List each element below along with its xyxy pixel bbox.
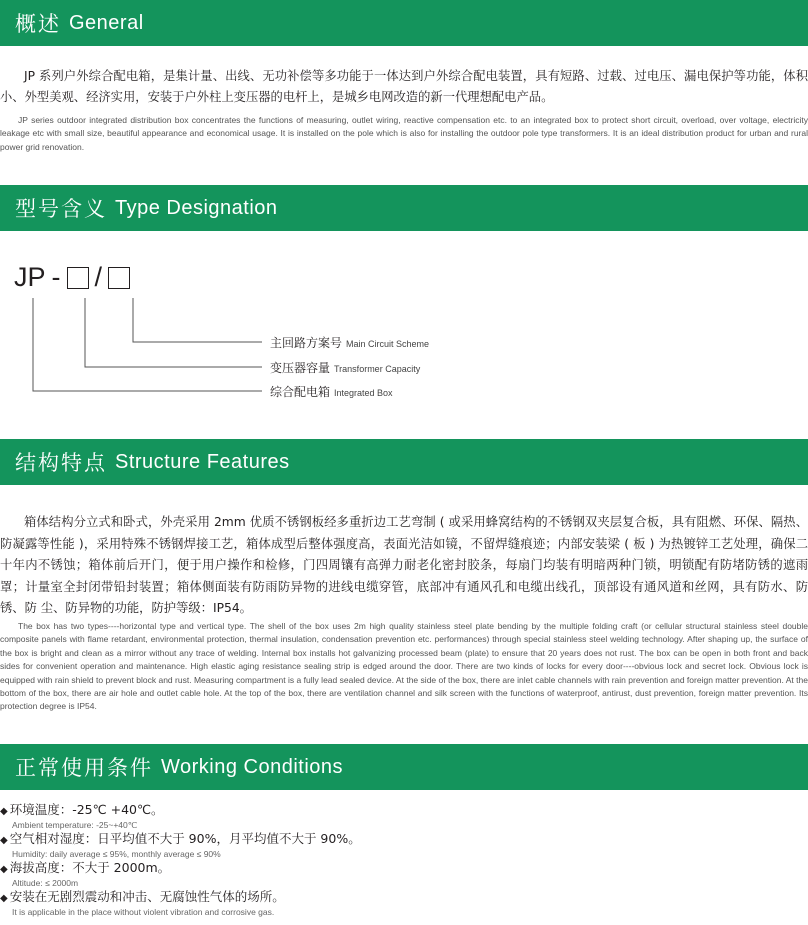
bullet-icon: ◆	[0, 835, 8, 846]
condition-item	[0, 889, 808, 918]
condition-item	[0, 831, 808, 860]
legend-transformer-capacity-zh: 变压器容量	[270, 361, 331, 375]
condition-altitude-en: Altitude: ≤ 2000m	[12, 878, 79, 888]
condition-installation-zh: 安装在无剧烈震动和冲击、无腐蚀性气体的场所。	[9, 889, 285, 904]
structure-title-zh: 结构特点	[15, 451, 107, 475]
leader-line-scheme	[133, 298, 262, 342]
general-text-zh: JP 系列户外综合配电箱，是集计量、出线、无功补偿等多功能于一体达到户外综合配电装置，具有短路、过载、过电压、漏电保护等功能，体积小、外型美观、经济实用，安装于户外柱上变压器的电杆上，是城乡电网改造的新一代理想配电产品。	[0, 69, 808, 104]
conditions-section-header	[0, 744, 808, 790]
legend-main-circuit	[270, 334, 429, 351]
leader-line-box	[33, 298, 262, 391]
legend-main-circuit-zh: 主回路方案号	[270, 336, 343, 350]
general-title-zh: 概述	[15, 12, 61, 36]
structure-title-en: Structure Features	[115, 450, 290, 473]
condition-item	[0, 860, 808, 889]
type-designation-title-en: Type Designation	[115, 196, 278, 219]
type-dash: -	[51, 262, 61, 292]
structure-text-en: The box has two types----horizontal type and vertical type. The shell of the box uses 2m high quality stainless steel plate bending by the multiple folding craft (or cellular structural stainless steel double composite panels with flame retardant, environmental protection, thermal insulation, condensation prevention etc. performances) through special stainless steel welding technology. After shaping up, the surface of the box is bright and clean as a mirror without any trace of welding. Internal box installs hot galvanizing processed beam (plate) to ensure that 20 years does not rust. The box can be open in both front and back sides for convenient operation and maintenance. High elastic aging resistance sealing strip is edged around the door. There are two kinds of locks for every door----obvious lock and secret lock. Obvious lock is equipped with rain shield to prevent block and rust. Measuring compartment is a fully lead sealed device. At the side of the box, there are inlet cable channels with rain prevention and foreign matter prevention. At the bottom of the box, there are air hole and outlet cable hole. At the top of the box, there are ventilation channel and silk screen with the functions of waterproof, antirust, dust prevention, foreign matter prevention. Its protection degree is IP54.	[0, 621, 808, 712]
legend-integrated-box	[270, 383, 393, 400]
bullet-icon: ◆	[0, 864, 8, 875]
general-title-en: General	[69, 11, 144, 34]
structure-text-zh: 箱体结构分立式和卧式，外壳采用 2mm 优质不锈钢板经多重折边工艺弯制 ( 或采用蜂窝结构的不锈钢双夹层复合板，具有阻燃、环保、隔热、防凝露等性能 )，采用特殊不锈钢焊接工艺，箱体成型后整体强度高，表面光洁如镜，不留焊缝痕迹；内部安装梁 ( 板 ) 为热镀锌工艺处理，确保二十年内不锈蚀；箱体前后开门，便于用户操作和检修，门四周镶有高弹力耐老化密封胶条，每扇门均装有明暗两种门锁，明锁配有防堵防锈的遮雨罩；计量室全封闭带铅封装置；箱体侧面装有防雨防异物的进线电缆穿管，底部冲有通风孔和电缆出线孔，顶部设有通风道和丝网，具有防水、防锈、防 尘、防异物的功能，防护等级：IP54。	[0, 515, 808, 615]
condition-temperature-en: Ambient temperature: -25~+40℃	[12, 820, 138, 830]
general-text-en: JP series outdoor integrated distribution box concentrates the functions of measuring, outlet wiring, reactive compensation etc. to an integrated box to protect short circuit, overload, over voltage, electricity leakage etc with small size, beautiful appearance and economical usage. It is installed on the pole which is also for installing the outdoor pole type transformers. It is an ideal distribution product for urban and rural power grid renovation.	[0, 115, 808, 152]
condition-altitude-zh: 海拔高度：不大于 2000m。	[9, 860, 171, 875]
leader-line-capacity	[85, 298, 262, 367]
legend-integrated-box-zh: 综合配电箱	[270, 385, 331, 399]
type-slash: /	[94, 262, 103, 292]
condition-humidity-en: Humidity: daily average ≤ 95%, monthly average ≤ 90%	[12, 849, 221, 859]
legend-main-circuit-en: Main Circuit Scheme	[346, 339, 430, 349]
legend-integrated-box-en: Integrated Box	[334, 388, 393, 398]
bullet-icon: ◆	[0, 893, 8, 904]
legend-transformer-capacity	[270, 359, 420, 376]
condition-humidity-zh: 空气相对湿度：日平均值不大于 90%，月平均值不大于 90%。	[9, 831, 361, 846]
bullet-icon: ◆	[0, 806, 8, 817]
legend-transformer-capacity-en: Transformer Capacity	[334, 364, 421, 374]
type-designation-title-zh: 型号含义	[15, 197, 107, 221]
condition-temperature-zh: 环境温度：-25℃ +40℃。	[9, 802, 164, 817]
type-prefix: JP	[14, 262, 46, 292]
conditions-title-en: Working Conditions	[161, 755, 344, 778]
condition-installation-en: It is applicable in the place without violent vibration and corrosive gas.	[12, 907, 275, 917]
condition-item	[0, 802, 808, 831]
structure-section-header	[0, 439, 808, 485]
conditions-title-zh: 正常使用条件	[15, 756, 153, 780]
